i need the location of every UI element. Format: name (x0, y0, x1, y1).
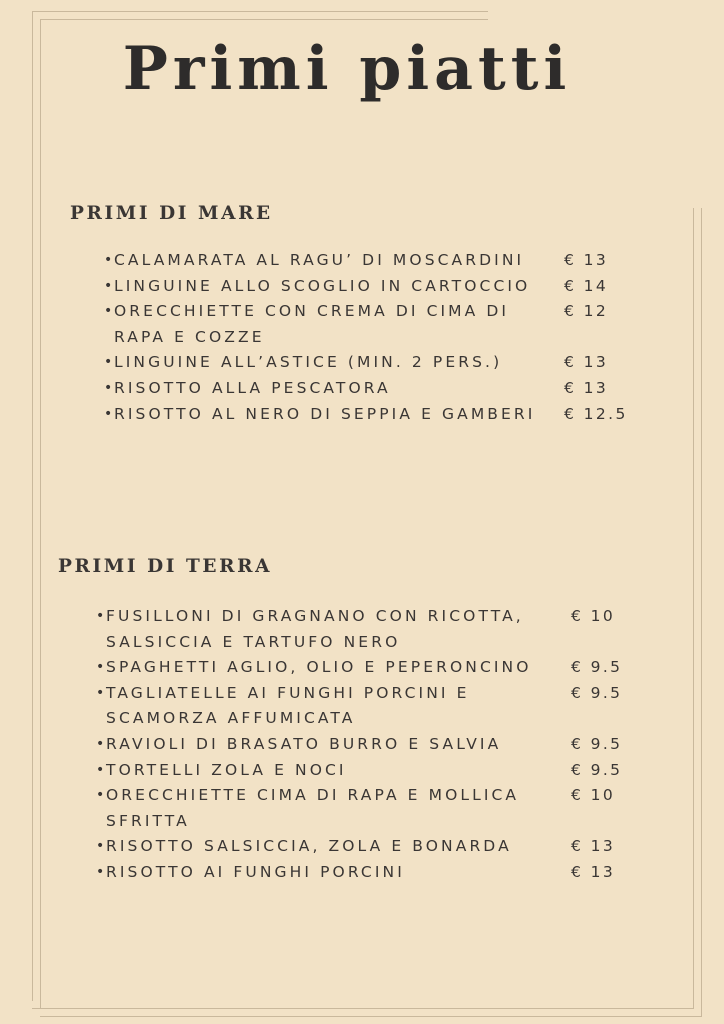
bullet-icon: • (96, 684, 108, 701)
dish-price: € 12.5 (564, 404, 628, 423)
frame-right-outer-line (701, 208, 702, 1016)
dish-name: LINGUINE ALL’ASTICE (MIN. 2 PERS.) (114, 353, 503, 372)
dish-name: CALAMARATA AL RAGU’ DI MOSCARDINI (114, 251, 525, 269)
menu-item (96, 655, 622, 681)
dish-price: € 9.5 (571, 658, 623, 677)
dish-name: SPAGHETTI AGLIO, OLIO E PEPERONCINO (106, 658, 532, 677)
bullet-icon: • (96, 608, 108, 624)
bullet-icon: • (104, 354, 116, 371)
menu-item (96, 834, 622, 860)
frame-bottom-outer-line (40, 1016, 702, 1017)
menu-item (104, 350, 628, 376)
bullet-icon: • (104, 252, 116, 268)
menu-item (96, 604, 622, 655)
menu-item (96, 681, 622, 732)
bullet-icon: • (104, 303, 116, 320)
menu-item (96, 783, 622, 834)
dish-name: RISOTTO SALSICCIA, ZOLA E BONARDA (106, 837, 512, 856)
menu-item (96, 758, 622, 784)
menu-item (104, 299, 628, 350)
dish-price: € 13 (571, 862, 616, 881)
dish-name: TORTELLI ZOLA E NOCI (106, 760, 347, 779)
bullet-icon: • (96, 735, 108, 752)
frame-top-line (32, 11, 488, 12)
menu-list-terra (96, 604, 622, 886)
dish-name: TAGLIATELLE AI FUNGHI PORCINI E SCAMORZA AFFUMICATA (106, 683, 470, 728)
dish-price: € 13 (571, 837, 616, 856)
dish-price: € 10 (571, 607, 616, 625)
bullet-icon: • (96, 863, 108, 880)
dish-price: € 13 (564, 378, 609, 397)
dish-price: € 12 (564, 302, 609, 321)
dish-price: € 9.5 (571, 734, 623, 753)
frame-right-line (693, 208, 694, 1008)
dish-name: RAVIOLI DI BRASATO BURRO E SALVIA (106, 734, 502, 753)
dish-name: LINGUINE ALLO SCOGLIO IN CARTOCCIO (114, 276, 531, 295)
menu-item (96, 860, 622, 886)
menu-list-mare (104, 248, 628, 427)
frame-bottom-line (32, 1008, 694, 1009)
dish-price: € 14 (564, 276, 609, 295)
section-title-terra: PRIMI DI TERRA (58, 556, 273, 577)
frame-top-inner-line (40, 19, 488, 20)
frame-left-line (32, 11, 33, 1001)
menu-item (104, 376, 628, 402)
dish-price: € 9.5 (571, 760, 623, 779)
menu-item (104, 402, 628, 428)
bullet-icon: • (96, 787, 108, 804)
dish-name: RISOTTO AL NERO DI SEPPIA E GAMBERI (114, 404, 536, 423)
menu-item (104, 248, 628, 274)
bullet-icon: • (104, 405, 116, 422)
dish-name: RISOTTO AI FUNGHI PORCINI (106, 862, 405, 881)
menu-item (104, 274, 628, 300)
dish-name: ORECCHIETTE CIMA DI RAPA E MOLLICA SFRITTA (106, 786, 520, 830)
frame-left-inner-line (40, 19, 41, 1009)
menu-item (96, 732, 622, 758)
dish-price: € 10 (571, 786, 616, 805)
bullet-icon: • (96, 659, 108, 676)
dish-name: ORECCHIETTE CON CREMA DI CIMA DI RAPA E COZZE (114, 302, 510, 346)
section-title-mare: PRIMI DI MARE (70, 203, 273, 224)
bullet-icon: • (96, 838, 108, 855)
bullet-icon: • (104, 379, 116, 396)
dish-price: € 9.5 (571, 683, 623, 702)
dish-name: FUSILLONI DI GRAGNANO CON RICOTTA, SALSICCIA E TARTUFO NERO (106, 607, 524, 651)
bullet-icon: • (96, 761, 108, 778)
dish-price: € 13 (564, 353, 609, 372)
bullet-icon: • (104, 277, 116, 294)
dish-price: € 13 (564, 251, 609, 269)
page-title: Primi piatti (122, 34, 572, 104)
dish-name: RISOTTO ALLA PESCATORA (114, 378, 391, 397)
